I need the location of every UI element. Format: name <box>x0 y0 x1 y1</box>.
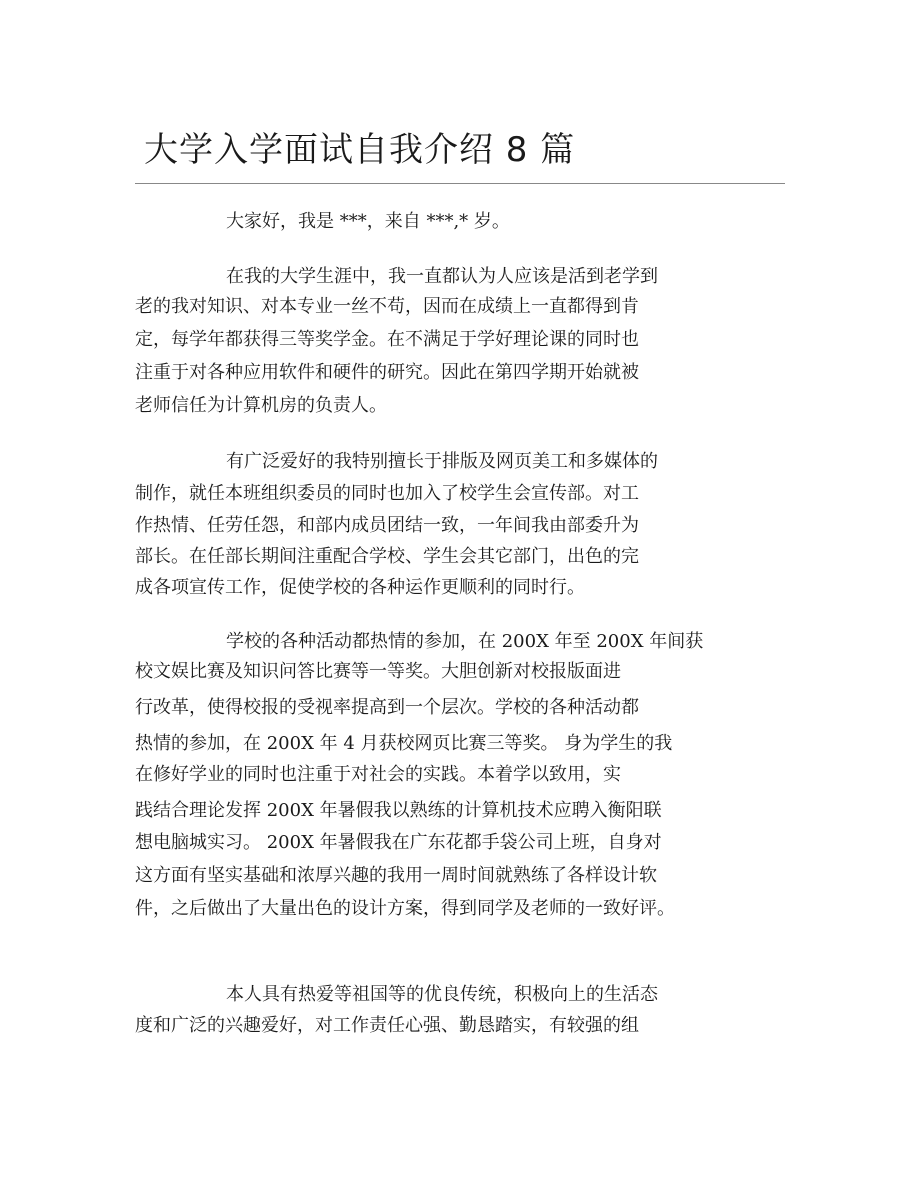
paragraph-2-line-1: 在我的大学生涯中，我一直都认为人应该是活到老学到 <box>226 266 658 287</box>
document-title: 大学入学面试自我介绍 8 篇 <box>144 130 576 170</box>
paragraph-3-line-3: 作热情、任劳任怨，和部内成员团结一致，一年间我由部委升为 <box>135 515 639 536</box>
paragraph-2-line-2: 老的我对知识、对本专业一丝不苟，因而在成绩上一直都得到肯 <box>135 296 639 317</box>
paragraph-4-line-7: 想电脑城实习。 200X 年暑假我在广东花都手袋公司上班，自身对 <box>135 832 662 853</box>
paragraph-4-line-8: 这方面有坚实基础和浓厚兴趣的我用一周时间就熟练了各样设计软 <box>135 865 657 886</box>
paragraph-3-line-2: 制作，就任本班组织委员的同时也加入了校学生会宣传部。对工 <box>135 483 639 504</box>
paragraph-4-line-2: 校文娱比赛及知识问答比赛等一等奖。大胆创新对校报版面进 <box>135 661 621 682</box>
paragraph-2-line-4: 注重于对各种应用软件和硬件的研究。因此在第四学期开始就被 <box>135 362 639 383</box>
paragraph-4-line-9: 件，之后做出了大量出色的设计方案，得到同学及老师的一致好评。 <box>135 898 675 919</box>
paragraph-3-line-5: 成各项宣传工作，促使学校的各种运作更顺利的同时行。 <box>135 577 585 598</box>
paragraph-4-line-4: 热情的参加，在 200X 年 4 月获校网页比赛三等奖。 身为学生的我 <box>135 733 673 754</box>
paragraph-2-line-3: 定，每学年都获得三等奖学金。在不满足于学好理论课的同时也 <box>135 329 639 350</box>
paragraph-3-line-4: 部长。在任部长期间注重配合学校、学生会其它部门，出色的完 <box>135 546 639 567</box>
paragraph-1-line-1: 大家好，我是 ***，来自 ***,* 岁。 <box>226 211 510 232</box>
paragraph-4-line-6: 践结合理论发挥 200X 年暑假我以熟练的计算机技术应聘入衡阳联 <box>135 800 662 821</box>
paragraph-4-line-3: 行改革，使得校报的受视率提高到一个层次。学校的各种活动都 <box>135 697 639 718</box>
paragraph-2-line-5: 老师信任为计算机房的负责人。 <box>135 395 387 416</box>
paragraph-5-line-1: 本人具有热爱等祖国等的优良传统，积极向上的生活态 <box>226 984 658 1005</box>
paragraph-4-line-1: 学校的各种活动都热情的参加，在 200X 年至 200X 年间获 <box>226 631 704 652</box>
title-divider <box>135 183 785 184</box>
paragraph-3-line-1: 有广泛爱好的我特别擅长于排版及网页美工和多媒体的 <box>226 451 658 472</box>
paragraph-4-line-5: 在修好学业的同时也注重于对社会的实践。本着学以致用，实 <box>135 764 621 785</box>
paragraph-5-line-2: 度和广泛的兴趣爱好，对工作责任心强、勤恳踏实，有较强的组 <box>135 1015 639 1036</box>
